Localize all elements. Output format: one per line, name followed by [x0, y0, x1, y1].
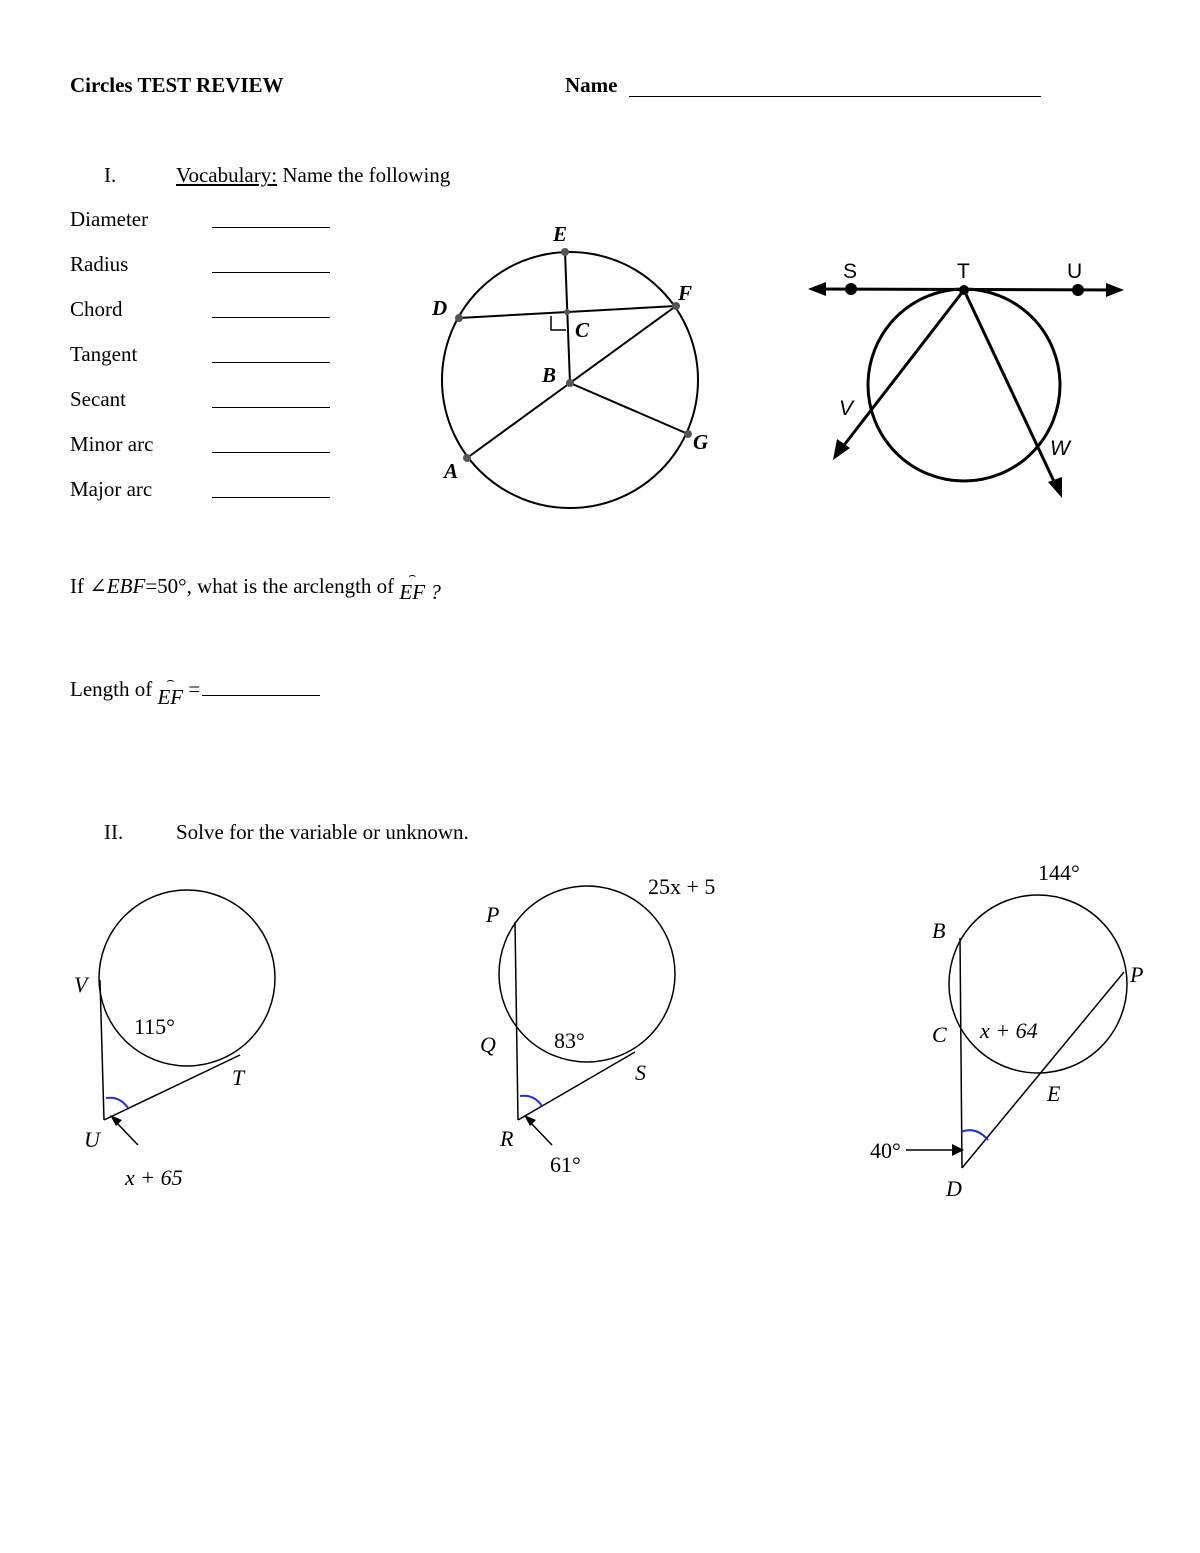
- name-label: Name: [565, 73, 618, 97]
- angle-expression: x + 65: [125, 1165, 183, 1190]
- circle-2: [868, 289, 1060, 481]
- label-e: E: [1047, 1081, 1061, 1106]
- arc-hat-icon: ⌢: [166, 673, 175, 687]
- answer-blank[interactable]: [212, 407, 330, 408]
- length-prefix: Length of: [70, 677, 158, 701]
- question-angle: EBF: [106, 574, 146, 598]
- arrowhead-w: [1048, 477, 1062, 498]
- question-arc: [399, 568, 426, 605]
- label-u: U: [84, 1127, 100, 1152]
- problem-1-diagram: [60, 880, 300, 1200]
- question-prefix: If ∠: [70, 574, 107, 598]
- section-2-numeral: II.: [104, 820, 124, 844]
- label-p: P: [1130, 962, 1144, 987]
- vocab-row-secant: [70, 387, 350, 417]
- point-u: [1072, 284, 1084, 296]
- circle-p2: [499, 886, 675, 1062]
- answer-blank[interactable]: [212, 317, 330, 318]
- label-w: W: [1050, 437, 1070, 460]
- circle-diagram-1: [420, 215, 740, 525]
- label-r: R: [500, 1126, 514, 1151]
- label-a: A: [444, 459, 459, 483]
- label-b: B: [542, 363, 557, 387]
- answer-blank[interactable]: [212, 227, 330, 228]
- point-d: [455, 314, 463, 322]
- label-s: S: [635, 1060, 646, 1085]
- length-arc-text: EF: [157, 685, 184, 709]
- length-suffix: =: [183, 677, 201, 701]
- label-q: Q: [480, 1032, 496, 1057]
- vocab-row-tangent: [70, 342, 350, 372]
- arc-far: 25x + 5: [648, 874, 716, 899]
- label-c: C: [575, 318, 590, 342]
- length-answer-row: [70, 673, 320, 709]
- angle-mark-d: [961, 1130, 988, 1140]
- vocab-row-radius: [70, 252, 350, 282]
- vocab-term: Diameter: [70, 207, 149, 231]
- arrowhead-right: [1106, 283, 1124, 297]
- secant-rp: [515, 922, 518, 1120]
- tangent-rs: [518, 1052, 635, 1120]
- vocab-term: Secant: [70, 387, 126, 411]
- angle-mark-u: [106, 1098, 128, 1108]
- arc-83: 83°: [554, 1028, 585, 1053]
- point-g: [684, 430, 692, 438]
- arc-115: 115°: [134, 1014, 175, 1039]
- point-b: [566, 379, 574, 387]
- section-2-heading: Solve for the variable or unknown.: [176, 820, 469, 844]
- pointer-arrowhead: [110, 1115, 122, 1126]
- length-arc: [157, 673, 184, 710]
- circle-diagram-2: [800, 250, 1140, 510]
- question-arc-text: EF: [399, 580, 426, 604]
- vocab-term: Chord: [70, 297, 123, 321]
- arc-hat-icon: ⌢: [408, 568, 417, 582]
- angle-mark-r: [520, 1096, 542, 1106]
- label-t: T: [957, 260, 970, 283]
- arc-144: 144°: [1038, 860, 1080, 885]
- vocab-row-major-arc: [70, 477, 350, 507]
- label-v: V: [839, 397, 854, 420]
- section-1-heading-rest: Name the following: [277, 163, 451, 187]
- label-c: C: [932, 1022, 947, 1047]
- segment-ec: [565, 252, 570, 383]
- radius-ba: [467, 383, 570, 458]
- right-angle-mark: [551, 316, 566, 330]
- vocab-row-diameter: [70, 207, 350, 237]
- section-1-heading: [176, 163, 450, 188]
- point-e: [561, 248, 569, 256]
- label-s: S: [843, 260, 858, 283]
- radius-bg: [570, 383, 688, 434]
- label-f: F: [678, 281, 693, 305]
- vocab-row-chord: [70, 297, 350, 327]
- label-d: D: [946, 1176, 962, 1201]
- length-answer-blank[interactable]: [202, 695, 320, 696]
- point-c: [564, 309, 570, 315]
- answer-blank[interactable]: [212, 362, 330, 363]
- answer-blank[interactable]: [212, 497, 330, 498]
- answer-blank[interactable]: [212, 272, 330, 273]
- label-d: D: [432, 296, 448, 320]
- problem-2-diagram: [470, 870, 750, 1190]
- arclength-question: [70, 568, 441, 604]
- arrowhead-left: [808, 282, 826, 296]
- vocab-term: Minor arc: [70, 432, 154, 456]
- question-suffix: ?: [425, 580, 441, 604]
- label-u: U: [1067, 260, 1083, 283]
- vocab-term: Tangent: [70, 342, 138, 366]
- name-blank[interactable]: [629, 96, 1041, 97]
- page-title: Circles TEST REVIEW: [70, 73, 284, 97]
- label-b: B: [932, 918, 946, 943]
- section-1-numeral: I.: [104, 163, 117, 187]
- section-1-heading-underlined: Vocabulary:: [176, 163, 278, 187]
- question-value: =50°, what is the arclength of: [145, 574, 400, 598]
- angle-40: 40°: [870, 1138, 901, 1163]
- label-g: G: [693, 430, 709, 454]
- secant-tw: [964, 290, 1058, 490]
- vocab-term: Radius: [70, 252, 129, 276]
- secant-db: [960, 938, 962, 1168]
- point-t: [959, 285, 969, 295]
- vocab-row-minor-arc: [70, 432, 350, 462]
- circle-p3: [949, 895, 1127, 1073]
- label-e: E: [553, 222, 568, 246]
- label-p: P: [486, 902, 500, 927]
- vocab-term: Major arc: [70, 477, 153, 501]
- circle-p1: [99, 890, 275, 1066]
- label-t: T: [232, 1065, 245, 1090]
- point-a: [463, 454, 471, 462]
- label-v: V: [74, 972, 88, 997]
- problem-3-diagram: [860, 850, 1180, 1210]
- arc-x-plus-64: x + 64: [980, 1018, 1038, 1043]
- point-s: [845, 283, 857, 295]
- answer-blank[interactable]: [212, 452, 330, 453]
- pointer-arrowhead: [524, 1115, 536, 1126]
- angle-61: 61°: [550, 1152, 581, 1177]
